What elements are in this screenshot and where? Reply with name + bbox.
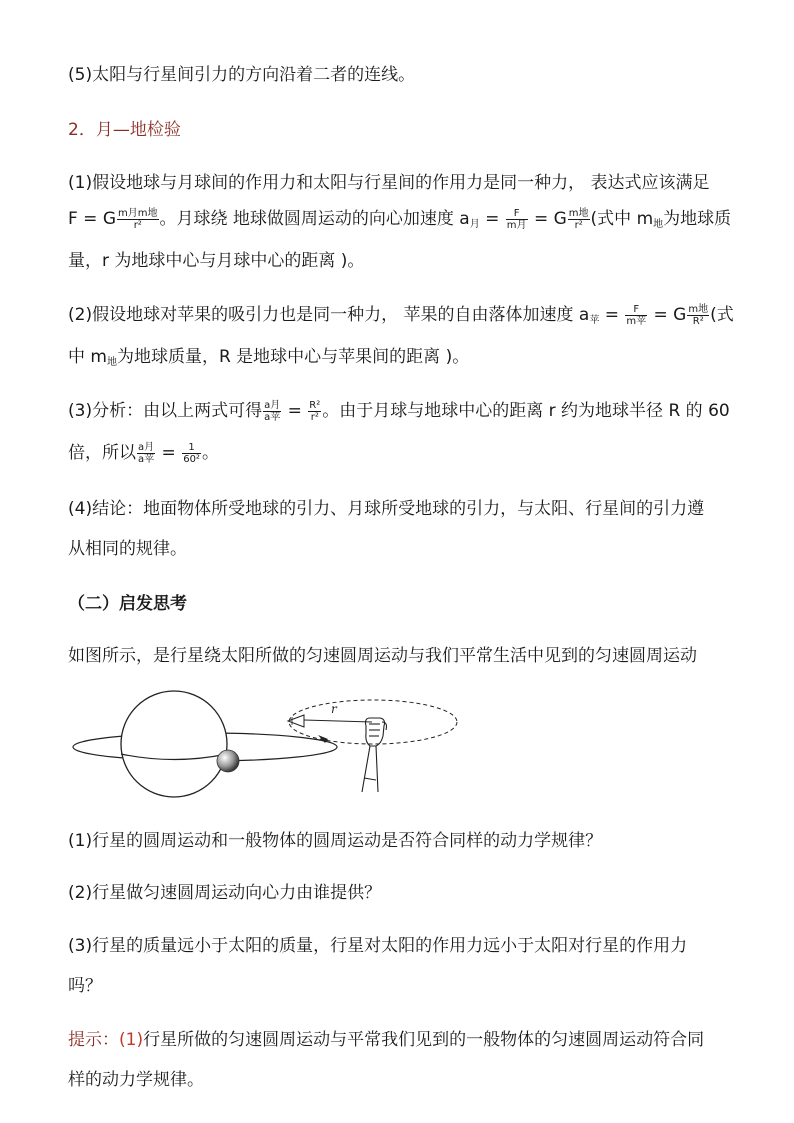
fraction-numerator: a月 (138, 441, 155, 453)
sun-circle (121, 691, 227, 797)
fraction-m-over-R2 (687, 304, 709, 327)
text-segment: (2)假设地球对苹果的吸引力也是同一种力， 苹果的自由落体加速度 a (68, 305, 590, 325)
item-1-line3: 量，r 为地球中心与月球中心的距离 )。 (68, 251, 365, 271)
item-2-line1 (68, 302, 734, 334)
fraction-numerator: R² (309, 399, 321, 411)
fraction-R2-over-r2 (308, 400, 321, 423)
fraction-denominator: a苹 (264, 411, 281, 423)
equals: = (282, 401, 308, 421)
item-5-text: (5)太阳与行星间引力的方向沿着二者的连线。 (68, 65, 416, 85)
text-segment: 为地球质 (663, 209, 732, 229)
fraction-denominator: a苹 (138, 453, 155, 465)
fraction-f-over-m (625, 304, 647, 327)
section-2-heading: 2．月—地检验 (68, 120, 181, 140)
fraction-numerator: m月m地 (118, 207, 158, 219)
fraction-1-over-60sq (182, 442, 201, 465)
fraction-numerator: F (625, 304, 647, 316)
item-3-line2 (68, 440, 219, 466)
text-segment: 。月球绕 地球做圆周运动的向心加速度 a (159, 209, 470, 229)
fraction-denominator: 60² (183, 453, 200, 465)
section-er-heading: （二）启发思考 (68, 594, 187, 614)
fraction-numerator: m地 (568, 207, 589, 219)
hint-line1 (68, 1027, 704, 1053)
item-3-line1 (68, 398, 730, 424)
equals-g: = G (528, 209, 567, 229)
fraction-m-over-r2 (568, 208, 590, 231)
hint-label: 提示： (68, 1030, 119, 1050)
fraction-denominator: m月 (506, 219, 527, 231)
item-2-line2 (68, 344, 469, 376)
equals-g: = G (648, 305, 687, 325)
hint-line2: 样的动力学规律。 (68, 1070, 204, 1090)
text-segment: (式 (710, 305, 734, 325)
item-1-line1: (1)假设地球与月球间的作用力和太阳与行星间的作用力是同一种力， 表达式应该满足 (68, 173, 710, 193)
item-4-line1: (4)结论：地面物体所受地球的引力、月球所受地球的引力，与太阳、行星间的引力遵 (68, 499, 705, 519)
text-segment: (式中 m (590, 209, 654, 229)
fraction-numerator: a月 (264, 399, 281, 411)
formula-text: F = G (68, 209, 117, 229)
fraction-f-over-m (506, 208, 528, 231)
equals: = (599, 305, 625, 325)
fraction-a-ratio (263, 400, 281, 423)
subscript: 地 (653, 219, 664, 230)
item-4-line2: 从相同的规律。 (68, 539, 187, 559)
circular-motion-figure (66, 688, 466, 800)
item-1-line2 (68, 206, 731, 238)
fraction-denominator: r² (133, 219, 142, 231)
fraction-denominator: r² (574, 219, 583, 231)
fraction-denominator: R² (692, 315, 704, 327)
text-segment: 。由于月球与地球中心的距离 r 约为地球半径 R 的 60 (322, 401, 730, 421)
question-3-line1: (3)行星的质量远小于太阳的质量，行星对太阳的作用力远小于太阳对行星的作用力 (68, 936, 688, 956)
fraction-denominator: r² (310, 411, 319, 423)
text-segment: 倍，所以 (68, 443, 136, 463)
hand-icon (362, 718, 387, 792)
string-radius-line (304, 720, 372, 722)
text-segment: (3)分析：由以上两式可得 (68, 401, 263, 421)
fraction-mm-over-r2 (117, 208, 158, 231)
subscript: 地 (106, 357, 117, 368)
fraction-numerator: 1 (182, 442, 201, 454)
equals: = (156, 443, 182, 463)
hint-number: (1) (119, 1030, 144, 1050)
fraction-numerator: F (506, 208, 528, 220)
question-2-text: (2)行星做匀速圆周运动向心力由谁提供？ (68, 883, 382, 903)
fraction-a-ratio (137, 442, 155, 465)
equals: = (479, 209, 505, 229)
intro-text: 如图所示，是行星绕太阳所做的匀速圆周运动与我们平常生活中见到的匀速圆周运动 (68, 646, 697, 666)
radius-label: r (331, 702, 337, 716)
dashed-orbit (289, 700, 457, 744)
text-segment: 为地球质量，R 是地球中心与苹果间的距离 )。 (116, 347, 470, 367)
text-segment: 。 (201, 443, 219, 463)
question-3-line2: 吗？ (68, 976, 102, 996)
subscript: 苹 (589, 315, 600, 326)
question-1-text: (1)行星的圆周运动和一般物体的圆周运动是否符合同样的动力学规律？ (68, 831, 603, 851)
fraction-denominator: m苹 (626, 315, 647, 327)
subscript: 月 (469, 219, 480, 230)
fraction-numerator: m地 (688, 303, 709, 315)
hint-text: 行星所做的匀速圆周运动与平常我们见到的一般物体的匀速圆周运动符合同 (143, 1030, 705, 1050)
text-segment: 中 m (68, 347, 107, 367)
planet-ball (217, 750, 239, 772)
